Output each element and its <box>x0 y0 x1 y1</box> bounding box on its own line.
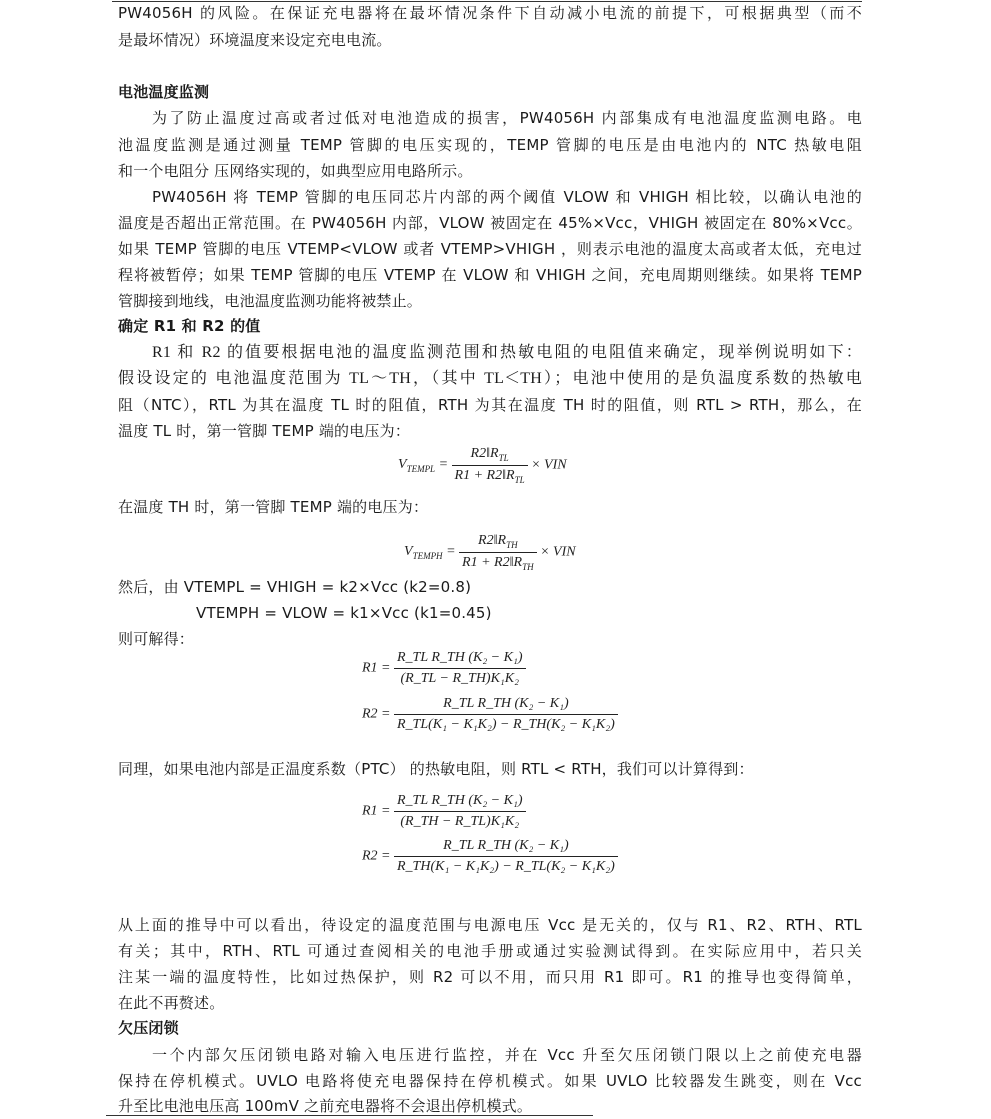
paragraph-line: 温度 TL 时，第一管脚 TEMP 端的电压为： <box>118 422 411 440</box>
paragraph-line: 阻（NTC），RTL 为其在温度 TL 时的阻值，RTH 为其在温度 TH 时的阻值，则 RTL > RTH，那么，在 <box>118 396 862 414</box>
paragraph-line: 管脚接到地线，电池温度监测功能将被禁止。 <box>118 292 423 310</box>
bottom-rule <box>106 1115 593 1116</box>
paragraph-line: PW4056H 将 TEMP 管脚的电压同芯片内部的两个阈值 VLOW 和 VHIGH 相比较，以确认电池的 <box>152 188 862 206</box>
formula-ptc-r1: R1 = $\frac{\text{R\_TL R\_TH (K₂ − K₁)}}{\text{(R\_TH − R\_TL)K₁K₂}}$ <box>362 793 526 830</box>
formula-ptc-r2: R2 = $\frac{\text{R\_TL R\_TH (K₂ − K₁)}}{\text{R\_TH(K₁ − K₁K₂) − R\_TL(K₂ − K₁K₂)}}$ <box>362 838 618 875</box>
formula-ntc-r1: R1 = $\frac{\text{R\_TL R\_TH (K₂ − K₁)}}{\text{(R\_TL − R\_TH)K₁K₂}}$ <box>362 650 526 687</box>
paragraph-line: 注某一端的温度特性，比如过热保护，则 R2 可以不用，而只用 R1 即可。R1 的推导也变得简单， <box>118 968 862 986</box>
paragraph-line: 是最坏情况）环境温度来设定充电电流。 <box>118 31 392 49</box>
paragraph-line: 为了防止温度过高或者过低对电池造成的损害，PW4056H 内部集成有电池温度监测电路。电 <box>152 109 862 127</box>
section-heading-uvlo: 欠压闭锁 <box>118 1019 179 1037</box>
paragraph-line: 池温度监测是通过测量 TEMP 管脚的电压实现的，TEMP 管脚的电压是由电池内的 NTC 热敏电阻 <box>118 136 862 154</box>
paragraph-line: 假设设定的 电池温度范围为 TL～TH，（其中 TL＜TH）；电池中使用的是负温度系数的热敏电 <box>118 370 862 387</box>
paragraph-line: VTEMPH = VLOW = k1×Vcc (k1=0.45) <box>196 604 492 622</box>
paragraph-line: 在温度 TH 时，第一管脚 TEMP 端的电压为： <box>118 498 429 516</box>
paragraph-line: 升至比电池电压高 100mV 之前充电器将不会退出停机模式。 <box>118 1097 533 1115</box>
formula-vtemph: $V_{TEMPH}$ = $\frac{R2‖R_{TH}}{R1 + R2‖R_{TH}}$ × VIN <box>404 533 576 572</box>
paragraph-line: 一个内部欠压闭锁电路对输入电压进行监控，并在 Vcc 升至欠压闭锁门限以上之前使充电器 <box>152 1046 862 1064</box>
section-heading-battery-temp: 电池温度监测 <box>118 83 210 101</box>
paragraph-line: 程将被暂停；如果 TEMP 管脚的电压 VTEMP 在 VLOW 和 VHIGH 之间，充电周期则继续。如果将 TEMP <box>118 266 862 284</box>
paragraph-line: 在此不再赘述。 <box>118 994 225 1012</box>
paragraph-line: 同理，如果电池内部是正温度系数（PTC） 的热敏电阻，则 RTL < RTH，我们可以计算得到： <box>118 760 754 778</box>
paragraph-line: 然后，由 VTEMPL = VHIGH = k2×Vcc (k2=0.8) <box>118 578 472 596</box>
paragraph-line: 保持在停机模式。UVLO 电路将使充电器保持在停机模式。如果 UVLO 比较器发生跳变，则在 Vcc <box>118 1072 862 1090</box>
paragraph-line: 则可解得： <box>118 630 195 648</box>
paragraph-line: PW4056H 的风险。在保证充电器将在最坏情况条件下自动减小电流的前提下，可根据典型（而不 <box>118 4 862 22</box>
paragraph-line: 和一个电阻分 压网络实现的，如典型应用电路所示。 <box>118 162 473 180</box>
section-heading-r1-r2: 确定 R1 和 R2 的值 <box>118 317 261 335</box>
paragraph-line: 温度是否超出正常范围。在 PW4056H 内部，VLOW 被固定在 45%×Vcc，VHIGH 被固定在 80%×Vcc。 <box>118 214 862 232</box>
paragraph-line: 从上面的推导中可以看出，待设定的温度范围与电源电压 Vcc 是无关的，仅与 R1、R2、RTH、RTL <box>118 916 862 934</box>
formula-vtempl: $V_{TEMPL}$ = $\frac{R2‖R_{TL}}{R1 + R2‖R_{TL}}$ × VIN <box>398 446 567 485</box>
formula-ntc-r2: R2 = $\frac{\text{R\_TL R\_TH (K₂ − K₁)}}{\text{R\_TL(K₁ − K₁K₂) − R\_TH(K₂ − K₁K₂)}}$ <box>362 696 618 733</box>
paragraph-line: 如果 TEMP 管脚的电压 VTEMP<VLOW 或者 VTEMP>VHIGH ，则表示电池的温度太高或者太低，充电过 <box>118 240 862 258</box>
paragraph-line: R1 和 R2 的值要根据电池的温度监测范围和热敏电阻的电阻值来确定，现举例说明如下： <box>152 344 862 361</box>
paragraph-line: 有关；其中，RTH、RTL 可通过查阅相关的电池手册或通过实验测试得到。在实际应用中，若只关 <box>118 942 862 960</box>
